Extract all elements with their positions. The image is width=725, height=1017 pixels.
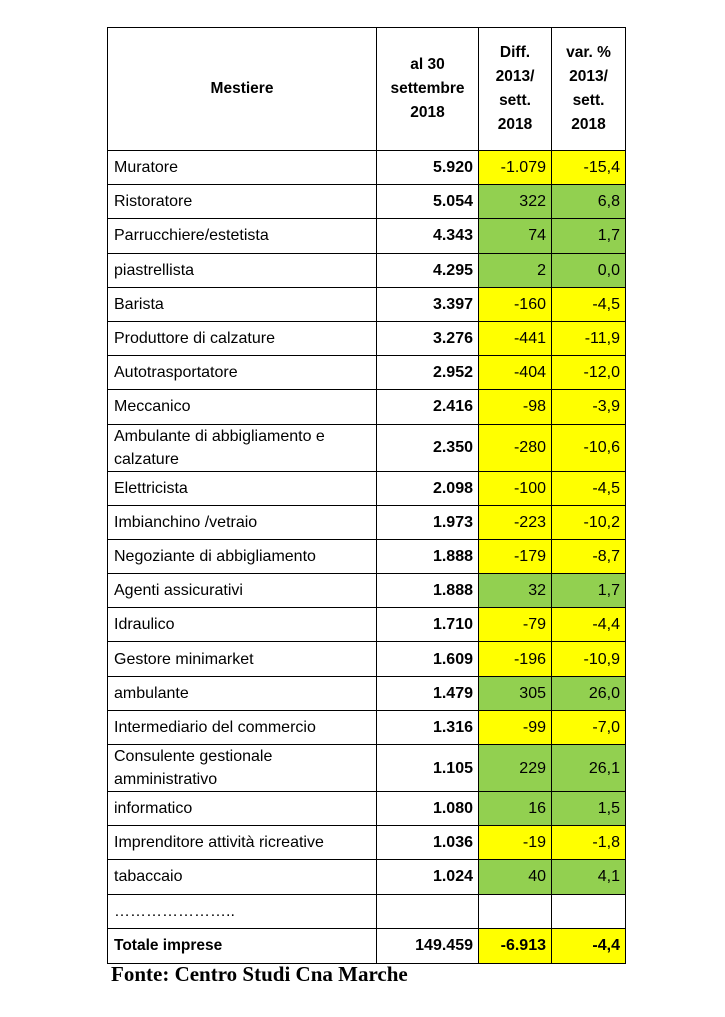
diff-cell: -1.079 xyxy=(479,151,552,185)
table-row xyxy=(108,151,626,185)
header-diff-line: 2018 xyxy=(497,116,533,133)
table-row xyxy=(108,710,626,744)
table-row xyxy=(108,424,626,471)
header-al30-line: al 30 xyxy=(410,56,445,73)
table-row xyxy=(108,745,626,792)
var-cell: -1,8 xyxy=(552,826,626,860)
var-cell: -4,4 xyxy=(552,608,626,642)
diff-cell: -280 xyxy=(479,424,552,471)
table-row xyxy=(108,676,626,710)
mestiere-cell: Gestore minimarket xyxy=(108,642,377,676)
header-var-line: var. % xyxy=(566,44,611,61)
total-row xyxy=(108,928,626,963)
mestiere-cell: Consulente gestionale amministrativo xyxy=(108,745,377,792)
total-label: Totale imprese xyxy=(108,928,377,963)
var-cell: 26,1 xyxy=(552,745,626,792)
mestiere-cell: Elettricista xyxy=(108,471,377,505)
var-cell: -12,0 xyxy=(552,356,626,390)
header-al30-line: settembre xyxy=(390,80,465,97)
header-diff-line: 2013/ xyxy=(495,68,535,85)
table-row xyxy=(108,539,626,573)
value-cell: 1.105 xyxy=(377,745,479,792)
source-note: Fonte: Centro Studi Cna Marche xyxy=(111,962,408,986)
diff-cell: 40 xyxy=(479,860,552,894)
diff-cell: 32 xyxy=(479,574,552,608)
var-cell: 1,7 xyxy=(552,219,626,253)
diff-cell: -98 xyxy=(479,390,552,424)
var-cell: 0,0 xyxy=(552,253,626,287)
value-cell: 1.888 xyxy=(377,574,479,608)
table-row xyxy=(108,287,626,321)
value-cell xyxy=(377,894,479,928)
value-cell: 1.609 xyxy=(377,642,479,676)
header-al30-line: 2018 xyxy=(410,104,445,121)
value-cell: 2.350 xyxy=(377,424,479,471)
table-row xyxy=(108,219,626,253)
header-var-line: 2013/ xyxy=(569,68,608,85)
mestiere-cell: piastrellista xyxy=(108,253,377,287)
diff-cell: -223 xyxy=(479,505,552,539)
var-cell: 1,7 xyxy=(552,574,626,608)
mestiere-cell: informatico xyxy=(108,792,377,826)
value-cell: 3.397 xyxy=(377,287,479,321)
mestiere-cell: Meccanico xyxy=(108,390,377,424)
var-cell: 1,5 xyxy=(552,792,626,826)
header-diff-line: Diff. xyxy=(499,44,531,61)
mestiere-cell: tabaccaio xyxy=(108,860,377,894)
diff-cell: -19 xyxy=(479,826,552,860)
value-cell: 1.316 xyxy=(377,710,479,744)
var-cell: 4,1 xyxy=(552,860,626,894)
header-var xyxy=(552,28,626,151)
header-diff-line: sett. xyxy=(499,92,531,109)
diff-cell xyxy=(479,894,552,928)
mestiere-cell: Intermediario del commercio xyxy=(108,710,377,744)
var-cell: 6,8 xyxy=(552,185,626,219)
table-row xyxy=(108,185,626,219)
diff-cell: 305 xyxy=(479,676,552,710)
value-cell: 2.098 xyxy=(377,471,479,505)
table-row xyxy=(108,390,626,424)
value-cell: 4.343 xyxy=(377,219,479,253)
diff-cell: 2 xyxy=(479,253,552,287)
header-row xyxy=(108,28,626,151)
diff-cell: -441 xyxy=(479,321,552,355)
mestiere-cell: Muratore xyxy=(108,151,377,185)
mestieri-table xyxy=(107,27,626,964)
mestiere-cell: Barista xyxy=(108,287,377,321)
diff-cell: 229 xyxy=(479,745,552,792)
value-cell: 3.276 xyxy=(377,321,479,355)
table-row xyxy=(108,574,626,608)
diff-cell: 74 xyxy=(479,219,552,253)
table-row xyxy=(108,253,626,287)
table-row xyxy=(108,608,626,642)
mestiere-cell: ………………….. xyxy=(108,894,377,928)
value-cell: 5.054 xyxy=(377,185,479,219)
table-row xyxy=(108,894,626,928)
total-value: 149.459 xyxy=(377,928,479,963)
var-cell: -10,6 xyxy=(552,424,626,471)
value-cell: 1.080 xyxy=(377,792,479,826)
diff-cell: -100 xyxy=(479,471,552,505)
var-cell: 26,0 xyxy=(552,676,626,710)
mestiere-cell: Autotrasportatore xyxy=(108,356,377,390)
value-cell: 1.479 xyxy=(377,676,479,710)
header-var-line: sett. xyxy=(572,92,605,109)
mestiere-cell: Agenti assicurativi xyxy=(108,574,377,608)
diff-cell: -179 xyxy=(479,539,552,573)
value-cell: 1.024 xyxy=(377,860,479,894)
diff-cell: -99 xyxy=(479,710,552,744)
mestiere-cell: Imprenditore attività ricreative xyxy=(108,826,377,860)
mestiere-cell: Idraulico xyxy=(108,608,377,642)
table-row xyxy=(108,505,626,539)
mestiere-cell: Imbianchino /vetraio xyxy=(108,505,377,539)
header-al30 xyxy=(377,28,479,151)
diff-cell: 322 xyxy=(479,185,552,219)
mestiere-cell: Ambulante di abbigliamento e calzature xyxy=(108,424,377,471)
var-cell: -7,0 xyxy=(552,710,626,744)
table-row xyxy=(108,860,626,894)
diff-cell: -160 xyxy=(479,287,552,321)
value-cell: 1.710 xyxy=(377,608,479,642)
value-cell: 1.888 xyxy=(377,539,479,573)
var-cell: -15,4 xyxy=(552,151,626,185)
header-mestiere: Mestiere xyxy=(108,28,377,151)
table-row xyxy=(108,792,626,826)
mestiere-cell: Parrucchiere/estetista xyxy=(108,219,377,253)
mestiere-cell: Negoziante di abbigliamento xyxy=(108,539,377,573)
mestiere-cell: Ristoratore xyxy=(108,185,377,219)
table-row xyxy=(108,321,626,355)
mestiere-cell: ambulante xyxy=(108,676,377,710)
var-cell: -11,9 xyxy=(552,321,626,355)
diff-cell: -404 xyxy=(479,356,552,390)
diff-cell: -196 xyxy=(479,642,552,676)
diff-cell: -79 xyxy=(479,608,552,642)
total-diff: -6.913 xyxy=(479,928,552,963)
value-cell: 2.952 xyxy=(377,356,479,390)
var-cell: -10,9 xyxy=(552,642,626,676)
var-cell: -4,5 xyxy=(552,471,626,505)
value-cell: 4.295 xyxy=(377,253,479,287)
value-cell: 1.036 xyxy=(377,826,479,860)
var-cell: -3,9 xyxy=(552,390,626,424)
table-row xyxy=(108,642,626,676)
table-row xyxy=(108,356,626,390)
header-var-line: 2018 xyxy=(571,116,606,133)
diff-cell: 16 xyxy=(479,792,552,826)
table-row xyxy=(108,826,626,860)
value-cell: 1.973 xyxy=(377,505,479,539)
total-var: -4,4 xyxy=(552,928,626,963)
table-row xyxy=(108,471,626,505)
value-cell: 2.416 xyxy=(377,390,479,424)
mestiere-cell: Produttore di calzature xyxy=(108,321,377,355)
var-cell: -8,7 xyxy=(552,539,626,573)
header-diff xyxy=(479,28,552,151)
var-cell: -10,2 xyxy=(552,505,626,539)
var-cell xyxy=(552,894,626,928)
var-cell: -4,5 xyxy=(552,287,626,321)
value-cell: 5.920 xyxy=(377,151,479,185)
